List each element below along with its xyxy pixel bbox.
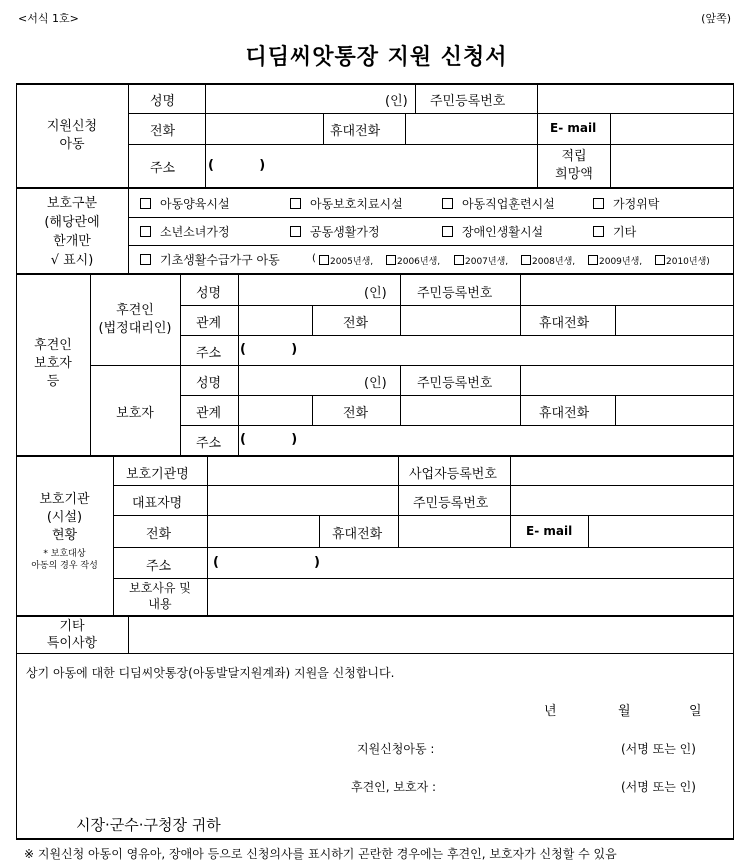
child-name-label: 성명 xyxy=(150,94,176,109)
option-label: 아동직업훈련시설 xyxy=(462,197,555,211)
child-address-field[interactable]: ( ) xyxy=(208,158,266,173)
child-address-label: 주소 xyxy=(150,161,176,176)
checkbox-disabled-facility[interactable] xyxy=(442,226,453,237)
institution-section-note: * 보호대상 아동의 경우 작성 xyxy=(31,549,98,571)
month-label: 월 xyxy=(618,704,631,719)
form-number: <서식 1호> xyxy=(18,12,79,25)
institution-name-field[interactable] xyxy=(208,458,398,485)
representative-label: 대표자명 xyxy=(132,496,183,511)
checkbox-group-home[interactable] xyxy=(290,226,301,237)
checkbox-birth-2008[interactable] xyxy=(521,255,531,265)
checkbox-birth-2005[interactable] xyxy=(319,255,329,265)
institution-resident-number-field[interactable] xyxy=(511,486,733,515)
protector-mobile-field[interactable] xyxy=(616,396,733,425)
birth-year-label: 2006년생, xyxy=(397,257,441,267)
protection-reason-label: 보호사유 및 내용 xyxy=(129,581,191,611)
child-seal-mark: (인) xyxy=(385,94,408,109)
declaration-statement: 상기 아동에 대한 디딤씨앗통장(아동발달지원계좌) 지원을 신청합니다. xyxy=(26,666,395,680)
institution-email-label: E- mail xyxy=(526,524,573,538)
birth-year-label: 2010년생) xyxy=(666,257,710,267)
child-email-field[interactable] xyxy=(611,114,733,144)
institution-mobile-field[interactable] xyxy=(399,516,510,547)
child-mobile-field[interactable] xyxy=(406,114,537,144)
option-label: 소년소녀가정 xyxy=(160,225,230,239)
child-mobile-label: 휴대전화 xyxy=(330,124,381,139)
protector-resident-number-label: 주민등록번호 xyxy=(417,376,493,391)
guardian-relation-field[interactable] xyxy=(239,306,312,335)
representative-field[interactable] xyxy=(208,486,398,515)
child-signature-field[interactable]: (서명 또는 인) xyxy=(621,742,696,756)
child-resident-number-field[interactable] xyxy=(538,85,733,113)
protector-relation-label: 관계 xyxy=(196,406,222,421)
applicant-child-section-label: 지원신청 아동 xyxy=(46,119,98,152)
child-name-field[interactable] xyxy=(206,85,384,113)
birth-year-label: 2009년생, xyxy=(599,257,643,267)
other-notes-field[interactable] xyxy=(129,618,733,653)
checkbox-youth-headed-household[interactable] xyxy=(140,226,151,237)
child-signer-label: 지원신청아동 : xyxy=(357,742,435,756)
option-label: 공동생활가정 xyxy=(310,225,380,239)
checkbox-foster-care[interactable] xyxy=(593,198,604,209)
institution-address-field[interactable]: ( ) xyxy=(213,555,320,570)
option-label: 가정위탁 xyxy=(613,197,660,211)
guardian-mobile-label: 휴대전화 xyxy=(539,316,590,331)
guardian-name-label: 성명 xyxy=(196,286,222,301)
institution-name-label: 보호기관명 xyxy=(126,467,189,482)
birth-year-open-paren: ( xyxy=(312,253,316,264)
institution-email-field[interactable] xyxy=(589,516,733,547)
legal-guardian-label: 후견인 (법정대리인) xyxy=(98,303,172,336)
checkbox-birth-2006[interactable] xyxy=(386,255,396,265)
child-phone-field[interactable] xyxy=(206,114,323,144)
institution-phone-field[interactable] xyxy=(208,516,319,547)
checkbox-birth-2009[interactable] xyxy=(588,255,598,265)
checkbox-child-protection-treatment[interactable] xyxy=(290,198,301,209)
protector-relation-field[interactable] xyxy=(239,396,312,425)
child-resident-number-label: 주민등록번호 xyxy=(430,94,506,109)
guardian-address-label: 주소 xyxy=(196,346,222,361)
guardian-resident-number-label: 주민등록번호 xyxy=(417,286,493,301)
guardian-section-label: 후견인 보호자 등 xyxy=(34,338,72,389)
option-label: 아동양육시설 xyxy=(160,197,230,211)
guardian-phone-label: 전화 xyxy=(343,316,369,331)
institution-mobile-label: 휴대전화 xyxy=(332,527,383,542)
business-number-label: 사업자등록번호 xyxy=(409,467,497,482)
other-notes-label: 기타 특이사항 xyxy=(46,619,98,651)
checkbox-basic-livelihood[interactable] xyxy=(140,254,151,265)
guardian-phone-field[interactable] xyxy=(401,306,520,335)
year-label: 년 xyxy=(544,704,557,719)
protector-name-label: 성명 xyxy=(196,376,222,391)
checkbox-vocational-training[interactable] xyxy=(442,198,453,209)
guardian-signer-label: 후견인, 보호자 : xyxy=(351,780,437,794)
protector-seal-mark: (인) xyxy=(364,376,387,391)
page-side-label: (앞쪽) xyxy=(701,12,731,25)
option-label: 기타 xyxy=(613,225,637,239)
checkbox-birth-2007[interactable] xyxy=(454,255,464,265)
checkbox-other[interactable] xyxy=(593,226,604,237)
guardian-seal-mark: (인) xyxy=(364,286,387,301)
addressee: 시장·군수·구청장 귀하 xyxy=(76,816,221,834)
birth-year-label: 2005년생, xyxy=(330,257,374,267)
protector-mobile-label: 휴대전화 xyxy=(539,406,590,421)
savings-hope-label: 적립 희망액 xyxy=(555,149,593,182)
protection-type-section-label: 보호구분 (해당란에 한개만 √ 표시) xyxy=(44,196,100,268)
option-label: 아동보호치료시설 xyxy=(310,197,403,211)
protector-address-label: 주소 xyxy=(196,436,222,451)
institution-phone-label: 전화 xyxy=(146,527,172,542)
checkbox-child-care-facility[interactable] xyxy=(140,198,151,209)
guardian-relation-label: 관계 xyxy=(196,316,222,331)
protector-resident-number-field[interactable] xyxy=(521,366,733,395)
checkbox-birth-2010[interactable] xyxy=(655,255,665,265)
guardian-name-field[interactable] xyxy=(239,276,359,305)
institution-address-label: 주소 xyxy=(146,559,172,574)
institution-resident-number-label: 주민등록번호 xyxy=(413,496,489,511)
footnote: ※ 지원신청 아동이 영유아, 장애아 등으로 신청의사를 표시하기 곤란한 경우에는 후견인, 보호자가 신청할 수 있음 xyxy=(24,847,617,861)
basic-livelihood-label: 기초생활수급가구 아동 xyxy=(160,253,280,267)
protector-phone-label: 전화 xyxy=(343,406,369,421)
protector-label: 보호자 xyxy=(116,406,154,421)
page-title: 디딤씨앗통장 지원 신청서 xyxy=(245,45,508,70)
birth-year-label: 2008년생, xyxy=(532,257,576,267)
child-email-label: E- mail xyxy=(550,121,597,135)
institution-section-label: 보호기관 (시설) 현황 xyxy=(39,492,90,543)
protection-reason-field[interactable] xyxy=(208,579,733,615)
birth-year-label: 2007년생, xyxy=(465,257,509,267)
guardian-address-field[interactable]: ( ) xyxy=(240,342,298,357)
protector-phone-field[interactable] xyxy=(401,396,520,425)
day-label: 일 xyxy=(689,704,702,719)
option-label: 장애인생활시설 xyxy=(462,225,544,239)
guardian-signature-field[interactable]: (서명 또는 인) xyxy=(621,780,696,794)
protector-name-field[interactable] xyxy=(239,366,359,395)
protector-address-field[interactable]: ( ) xyxy=(240,432,298,447)
business-number-field[interactable] xyxy=(511,458,733,485)
guardian-mobile-field[interactable] xyxy=(616,306,733,335)
guardian-resident-number-field[interactable] xyxy=(521,276,733,305)
child-phone-label: 전화 xyxy=(150,124,176,139)
savings-amount-field[interactable] xyxy=(611,145,733,187)
